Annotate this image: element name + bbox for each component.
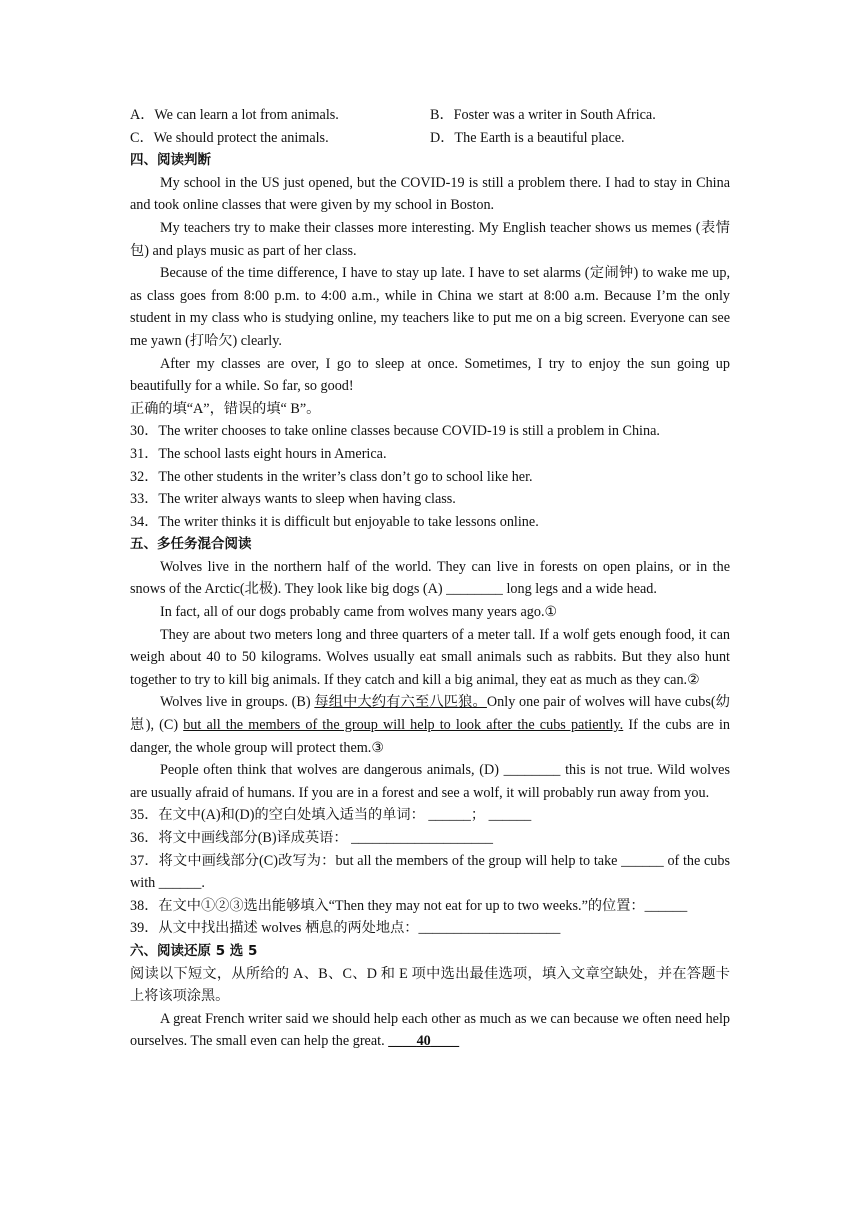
question-34: 34．The writer thinks it is difficult but enjoyable to take lessons online. (130, 513, 539, 530)
section6-paragraph-text: A great French writer said we should help each other as much as we can because we often need help ourselves. The small even can help the great. (130, 1010, 730, 1050)
question-31: 31．The school lasts eight hours in America. (130, 445, 387, 462)
blank-40 (388, 1033, 459, 1049)
question-35: 35．在文中(A)和(D)的空白处填入适当的单词： ______； ______ (130, 807, 532, 824)
section4-heading: 四、阅读判断 (130, 152, 211, 169)
section4-instruction: 正确的填“A”，错误的填“ B”。 (130, 400, 321, 417)
question-39: 39．从文中找出描述 wolves 栖息的两处地点：____________________ (130, 920, 561, 937)
question-38: 38．在文中①②③选出能够填入“Then they may not eat for up to two weeks.”的位置：______ (130, 897, 688, 914)
paragraph-4-lead: Wolves live in groups. (B) (160, 694, 315, 711)
underlined-part-c: but all the members of the group will help to look after the cubs patiently. (183, 717, 624, 734)
section5-paragraph-2: In fact, all of our dogs probably came from wolves many years ago.① (160, 604, 558, 621)
question-36: 36．将文中画线部分(B)译成英语： ____________________ (130, 830, 493, 846)
section4-paragraph-1: My school in the US just opened, but the COVID-19 is still a problem there. I had to stay in China and took online classes that were given by my school in Boston. (130, 174, 730, 214)
option-a: A．We can learn a lot from animals. (130, 107, 339, 123)
paragraph-4-tail: If the cubs are in danger, the whole group will protect them.③ (130, 717, 730, 756)
options-row-1 (130, 104, 730, 127)
section5-heading: 五、多任务混合阅读 (130, 536, 252, 553)
section6-heading: 六、阅读还原 5 选 5 (130, 942, 258, 959)
section5-paragraph-4 (130, 691, 730, 759)
section6-paragraph-1 (130, 1008, 730, 1053)
section4-paragraph-2: My teachers try to make their classes more interesting. My English teacher shows us memes (表情包) and plays music as part of her class. (130, 219, 730, 259)
section4-paragraph-3: Because of the time difference, I have to stay up late. I have to set alarms (定闹钟) to wake me up, as class goes from 8:00 p.m. to 4:00 a.m., while in China we start at 8:00 a.m. Because I’m the only student in my class who is studying online, my teachers like to put me on a big screen. Everyone can see me yawn (打哈欠) clearly. (130, 265, 730, 349)
question-37: 37．将文中画线部分(C)改写为：but all the members of the group will help to take ______ of the cubs with ______. (130, 852, 730, 892)
underlined-part-b: 每组中大约有六至八匹狼。 (314, 694, 487, 711)
section6-instruction: 阅读以下短文，从所给的 A、B、C、D 和 E 项中选出最佳选项，填入文章空缺处，并在答题卡上将该项涂黑。 (130, 965, 730, 1005)
blank-40-number: 40 (416, 1033, 431, 1050)
question-30: 30．The writer chooses to take online classes because COVID-19 is still a problem in China. (130, 423, 660, 440)
section5-paragraph-5: People often think that wolves are dangerous animals, (D) ________ this is not true. Wild wolves are usually afraid of humans. If you are in a forest and see a wolf, it will probably run away from you. (130, 762, 730, 801)
question-33: 33．The writer always wants to sleep when having class. (130, 491, 456, 508)
paragraph-4-middle: Only one pair of wolves will have cubs(幼崽), (C) (130, 694, 730, 734)
document-page (130, 104, 730, 1053)
section5-paragraph-3: They are about two meters long and three quarters of a meter tall. If a wolf gets enough food, it can weigh about 40 to 50 kilograms. Wolves usually eat small animals such as rabbits. But they also hunt together to try to kill big animals. If they catch and kill a big animal, they eat as much as they can.② (130, 626, 730, 688)
section5-paragraph-1: Wolves live in the northern half of the world. They can live in forests on open plains, or in the snows of the Arctic(北极). They look like big dogs (A) ________ long legs and a wide head. (130, 558, 730, 598)
option-b: B．Foster was a writer in South Africa. (430, 107, 656, 123)
option-c: C．We should protect the animals. (130, 129, 329, 146)
options-row-2 (130, 127, 730, 150)
question-32: 32．The other students in the writer’s class don’t go to school like her. (130, 468, 533, 485)
blank-40-post: ____ (430, 1033, 460, 1050)
section4-paragraph-4: After my classes are over, I go to sleep at once. Sometimes, I try to enjoy the sun going up beautifully for a while. So far, so good! (130, 355, 730, 395)
option-d: D．The Earth is a beautiful place. (430, 129, 625, 146)
blank-40-pre: ____ (388, 1033, 417, 1050)
